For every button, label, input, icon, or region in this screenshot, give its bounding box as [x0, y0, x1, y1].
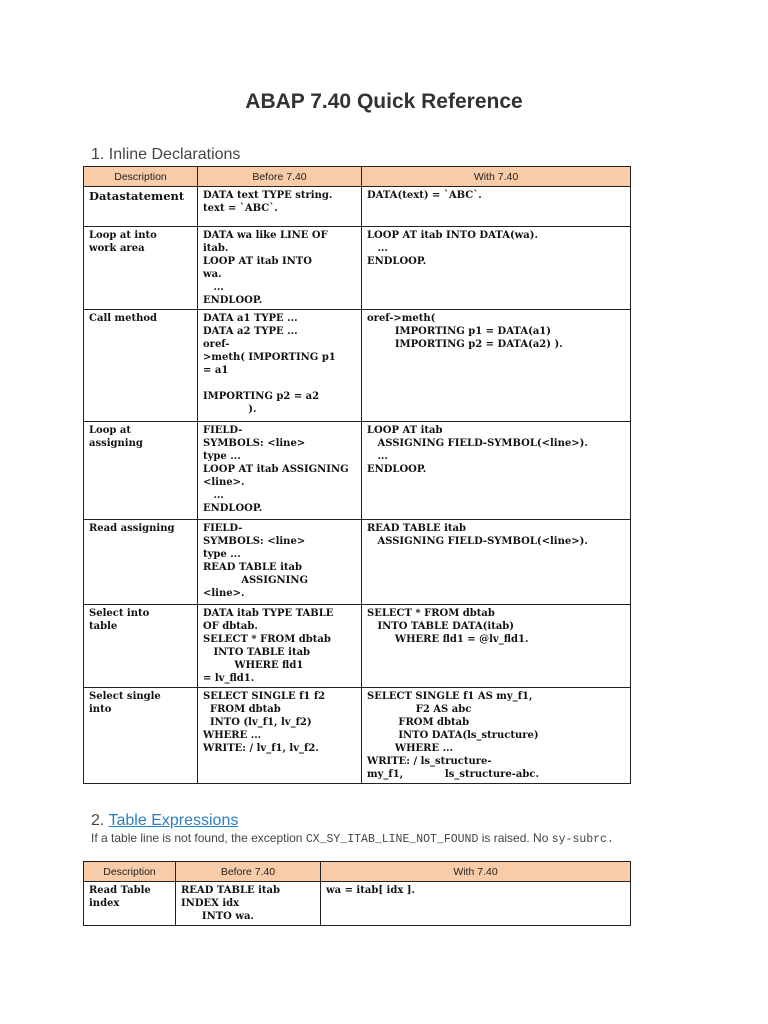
row-description: Read Table index — [84, 882, 176, 926]
row-description: Loop at assigning — [84, 422, 198, 520]
table-row — [84, 422, 631, 520]
row-with-code: SELECT SINGLE f1 AS my_f1, F2 AS abc FROM dbtab INTO DATA(ls_structure) WHERE ... WRITE: / ls_structure- my_f1, ls_structure-abc. — [362, 688, 631, 784]
section-number: 2. — [91, 812, 105, 829]
page-title: ABAP 7.40 Quick Reference — [245, 90, 523, 113]
table-header-row — [84, 167, 631, 187]
row-before-code: READ TABLE itab INDEX idx INTO wa. — [176, 882, 321, 926]
table-expressions-table — [83, 861, 631, 926]
row-description: Select into table — [84, 605, 198, 688]
table-row — [84, 605, 631, 688]
row-with-code: LOOP AT itab INTO DATA(wa). ... ENDLOOP. — [362, 227, 631, 310]
row-before-code: DATA a1 TYPE ... DATA a2 TYPE ... oref- >meth( IMPORTING p1 = a1 IMPORTING p2 = a2 ). — [198, 310, 362, 422]
table-header-row — [84, 862, 631, 882]
note-prefix: If a table line is not found, the exception — [91, 831, 303, 845]
table-expressions-link[interactable]: Table Expressions — [108, 812, 239, 829]
row-with-code: SELECT * FROM dbtab INTO TABLE DATA(itab) WHERE fld1 = @lv_fld1. — [362, 605, 631, 688]
header-before-740: Before 7.40 — [198, 167, 362, 187]
note-exception-code: CX_SY_ITAB_LINE_NOT_FOUND — [305, 833, 479, 846]
row-before-code: FIELD- SYMBOLS: <line> type ... READ TABLE itab ASSIGNING <line>. — [198, 520, 362, 605]
table-row — [84, 310, 631, 422]
header-before-740: Before 7.40 — [176, 862, 321, 882]
row-before-code: DATA itab TYPE TABLE OF dbtab. SELECT * FROM dbtab INTO TABLE itab WHERE fld1 = lv_fld1. — [198, 605, 362, 688]
row-description: Datastatement — [84, 187, 198, 227]
header-description: Description — [84, 167, 198, 187]
row-before-code: DATA text TYPE string. text = `ABC`. — [198, 187, 362, 227]
row-with-code: DATA(text) = `ABC`. — [362, 187, 631, 227]
section-heading-table-expressions — [91, 812, 238, 830]
table-row — [84, 227, 631, 310]
row-with-code: READ TABLE itab ASSIGNING FIELD-SYMBOL(<line>). — [362, 520, 631, 605]
row-description: Read assigning — [84, 520, 198, 605]
header-with-740: With 7.40 — [321, 862, 631, 882]
header-with-740: With 7.40 — [362, 167, 631, 187]
table-row — [84, 520, 631, 605]
row-description: Loop at into work area — [84, 227, 198, 310]
row-before-code: DATA wa like LINE OF itab. LOOP AT itab INTO wa. ... ENDLOOP. — [198, 227, 362, 310]
row-with-code: oref->meth( IMPORTING p1 = DATA(a1) IMPORTING p2 = DATA(a2) ). — [362, 310, 631, 422]
section-note — [91, 831, 614, 846]
row-with-code: wa = itab[ idx ]. — [321, 882, 631, 926]
table-row — [84, 688, 631, 784]
note-sy-subrc-code: sy-subrc. — [551, 833, 614, 846]
row-before-code: FIELD- SYMBOLS: <line> type ... LOOP AT itab ASSIGNING <line>. ... ENDLOOP. — [198, 422, 362, 520]
row-description: Select single into — [84, 688, 198, 784]
section-heading-inline-declarations: 1. Inline Declarations — [91, 146, 241, 163]
note-middle: is raised. No — [481, 831, 549, 845]
row-with-code: LOOP AT itab ASSIGNING FIELD-SYMBOL(<line>). ... ENDLOOP. — [362, 422, 631, 520]
row-description: Call method — [84, 310, 198, 422]
inline-declarations-table — [83, 166, 631, 784]
table-row — [84, 187, 631, 227]
row-before-code: SELECT SINGLE f1 f2 FROM dbtab INTO (lv_f1, lv_f2) WHERE ... WRITE: / lv_f1, lv_f2. — [198, 688, 362, 784]
header-description: Description — [84, 862, 176, 882]
table-row — [84, 882, 631, 926]
